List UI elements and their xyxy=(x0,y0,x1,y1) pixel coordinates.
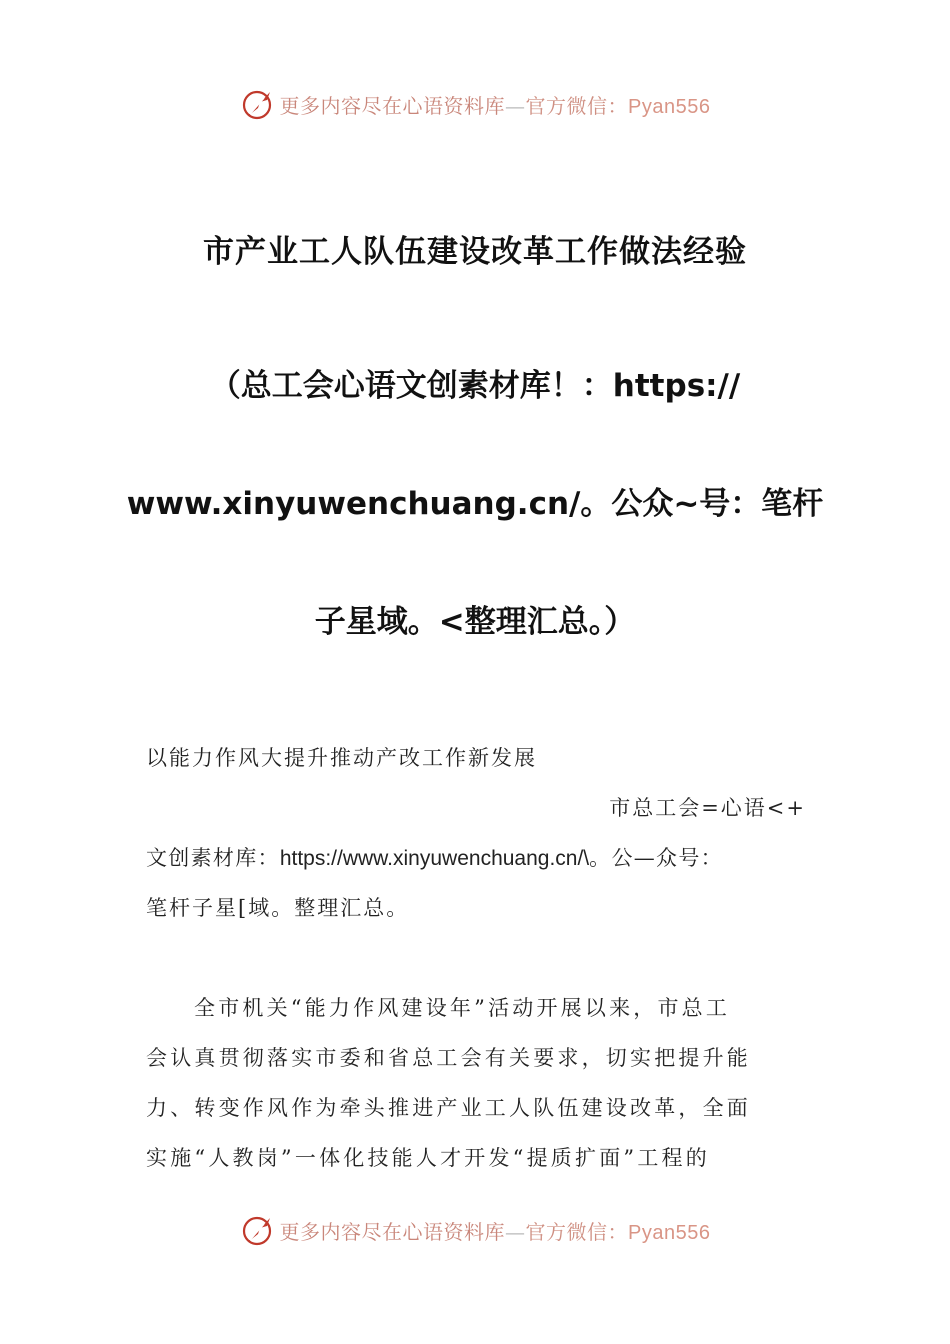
quill-logo-icon xyxy=(240,86,276,122)
body-paragraph-line-4: 实施“人教岗”一体化技能人才开发“提质扩面”工程的 xyxy=(146,1146,710,1170)
source-line-1: 文创素材库：https://www.xinyuwenchuang.cn/\。公—众号： xyxy=(146,846,723,870)
body-paragraph-line-2: 会认真贯彻落实市委和省总工会有关要求，切实把提升能 xyxy=(146,1046,751,1070)
body-paragraph-line-1: 全市机关“能力作风建设年”活动开展以来，市总工 xyxy=(194,996,731,1020)
banner-text: 更多内容尽在心语资料库—官方微信：Pyan556 xyxy=(279,1219,711,1244)
banner-text: 更多内容尽在心语资料库—官方微信：Pyan556 xyxy=(279,93,711,118)
quill-logo-icon xyxy=(240,1212,276,1248)
document-title-line-3: www.xinyuwenchuang.cn/。公众~号：笔杆 xyxy=(126,486,824,522)
document-title-line-4: 子星域。<整理汇总。） xyxy=(314,604,636,640)
header-banner xyxy=(0,84,950,124)
subtitle: 以能力作风大提升推动产改工作新发展 xyxy=(146,746,537,770)
source-line-2: 笔杆子星[域。整理汇总。 xyxy=(146,896,410,920)
document-title-line-2: （总工会心语文创素材库！：https:// xyxy=(209,368,741,404)
footer-banner xyxy=(0,1210,950,1250)
body-paragraph-line-3: 力、转变作风作为牵头推进产业工人队伍建设改革，全面 xyxy=(146,1096,751,1120)
author-line: 市总工会=心语<+ xyxy=(609,796,806,820)
document-title-line-1: 市产业工人队伍建设改革工作做法经验 xyxy=(203,234,747,270)
